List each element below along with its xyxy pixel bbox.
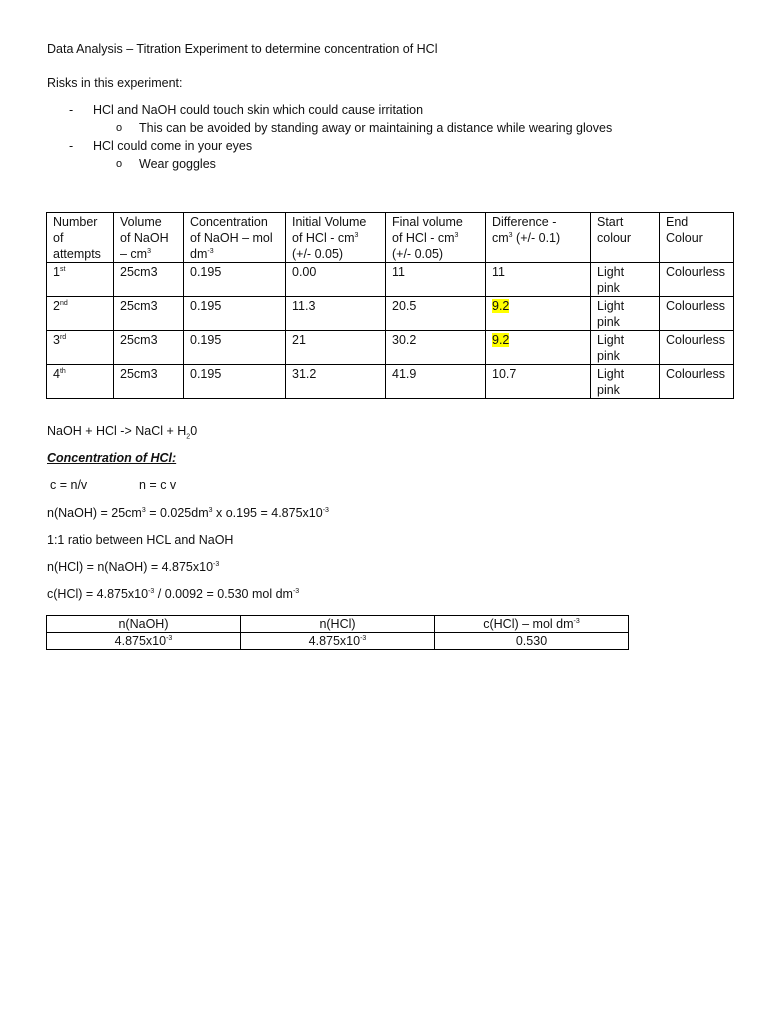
risk-1-sub-text: This can be avoided by standing away or maintaining a distance while wearing gloves	[139, 121, 613, 135]
cell-final-volume: 11	[386, 263, 486, 297]
cell-final-volume: 41.9	[386, 365, 486, 399]
summary-value-c-hcl: 0.530	[435, 633, 629, 650]
cell-start-colour: Light pink	[591, 297, 660, 331]
reaction-equation: NaOH + HCl -> NaCl + $H_20$	[47, 424, 198, 441]
risk-1-marker: -	[69, 103, 74, 117]
table-row	[47, 331, 734, 365]
header-initial-volume: Initial Volume of HCl - $cm^3$ (+/- 0.05)	[286, 213, 386, 263]
summary-table	[46, 615, 629, 650]
cell-end-colour: Colourless	[660, 297, 734, 331]
c-hcl-calculation: $c(HCl) = 4.875x10^{-3} / 0.0092 = 0.530$ mol $dm^{-3}$	[47, 587, 300, 601]
header-difference: Difference - $cm^3$ (+/- 0.1)	[486, 213, 591, 263]
n-hcl-calculation: n(HCl) = n(NaOH) = $4.875x10^{-3}$	[47, 560, 220, 574]
titration-results-table	[46, 212, 734, 399]
n-naoh-calculation: n(NaOH) = $25cm^3 = 0.025dm^3$ x $o.195 = 4.875x10^{-3}$	[47, 506, 329, 520]
cell-end-colour: Colourless	[660, 331, 734, 365]
cell-volume-naoh: 25cm3	[114, 263, 184, 297]
risk-2-marker: -	[69, 139, 74, 153]
table-row	[47, 263, 734, 297]
header-end-colour: End Colour	[660, 213, 734, 263]
cell-end-colour: Colourless	[660, 365, 734, 399]
risks-heading: Risks in this experiment:	[47, 76, 183, 90]
formula-c: c = n/v	[50, 478, 88, 492]
header-final-volume: Final volume of HCl - $cm^3$ (+/- 0.05)	[386, 213, 486, 263]
highlighted-value: 9.2	[492, 333, 510, 347]
formula-n: n = c v	[139, 478, 177, 492]
summary-header-n-hcl: n(HCl)	[241, 616, 435, 633]
cell-final-volume: 20.5	[386, 297, 486, 331]
cell-difference	[486, 331, 591, 365]
table-row	[47, 365, 734, 399]
cell-concentration: 0.195	[184, 297, 286, 331]
summary-value-row	[47, 633, 629, 650]
cell-concentration: 0.195	[184, 365, 286, 399]
cell-initial-volume: 0.00	[286, 263, 386, 297]
cell-concentration: 0.195	[184, 331, 286, 365]
header-start-colour: Start colour	[591, 213, 660, 263]
cell-end-colour: Colourless	[660, 263, 734, 297]
cell-attempt: 4th	[47, 365, 114, 399]
summary-header-c-hcl: c(HCl) – mol $dm^{-3}$	[435, 616, 629, 633]
cell-attempt: 3rd	[47, 331, 114, 365]
cell-start-colour: Light pink	[591, 365, 660, 399]
cell-attempt: 1st	[47, 263, 114, 297]
risk-2-sub-marker: o	[116, 158, 123, 170]
cell-volume-naoh: 25cm3	[114, 331, 184, 365]
cell-start-colour: Light pink	[591, 331, 660, 365]
summary-header-n-naoh: n(NaOH)	[47, 616, 241, 633]
cell-final-volume: 30.2	[386, 331, 486, 365]
cell-difference: 10.7	[486, 365, 591, 399]
cell-initial-volume: 21	[286, 331, 386, 365]
cell-concentration: 0.195	[184, 263, 286, 297]
header-number-of-attempts: Number of attempts	[47, 213, 114, 263]
document-title: Data Analysis – Titration Experiment to determine concentration of HCl	[47, 42, 438, 56]
summary-value-n-naoh: $4.875x10^{-3}$	[47, 633, 241, 650]
header-volume-naoh: Volume of NaOH – $cm^3$	[114, 213, 184, 263]
risk-1-sub-marker: o	[116, 122, 123, 134]
header-concentration-naoh: Concentration of NaOH – mol $dm^{-3}$	[184, 213, 286, 263]
cell-initial-volume: 11.3	[286, 297, 386, 331]
cell-volume-naoh: 25cm3	[114, 365, 184, 399]
concentration-heading: Concentration of HCl:	[47, 451, 177, 465]
summary-header-row	[47, 616, 629, 633]
table-row	[47, 297, 734, 331]
summary-value-n-hcl: $4.875x10^{-3}$	[241, 633, 435, 650]
ratio-statement: 1:1 ratio between HCL and NaOH	[47, 533, 234, 547]
cell-difference: 11	[486, 263, 591, 297]
highlighted-value: 9.2	[492, 299, 510, 313]
cell-start-colour: Light pink	[591, 263, 660, 297]
cell-attempt: 2nd	[47, 297, 114, 331]
cell-volume-naoh: 25cm3	[114, 297, 184, 331]
risk-1-text: HCl and NaOH could touch skin which could cause irritation	[93, 103, 424, 117]
cell-difference	[486, 297, 591, 331]
risk-2-text: HCl could come in your eyes	[93, 139, 253, 153]
table-header-row	[47, 213, 734, 263]
risk-2-sub-text: Wear goggles	[139, 157, 216, 171]
cell-initial-volume: 31.2	[286, 365, 386, 399]
